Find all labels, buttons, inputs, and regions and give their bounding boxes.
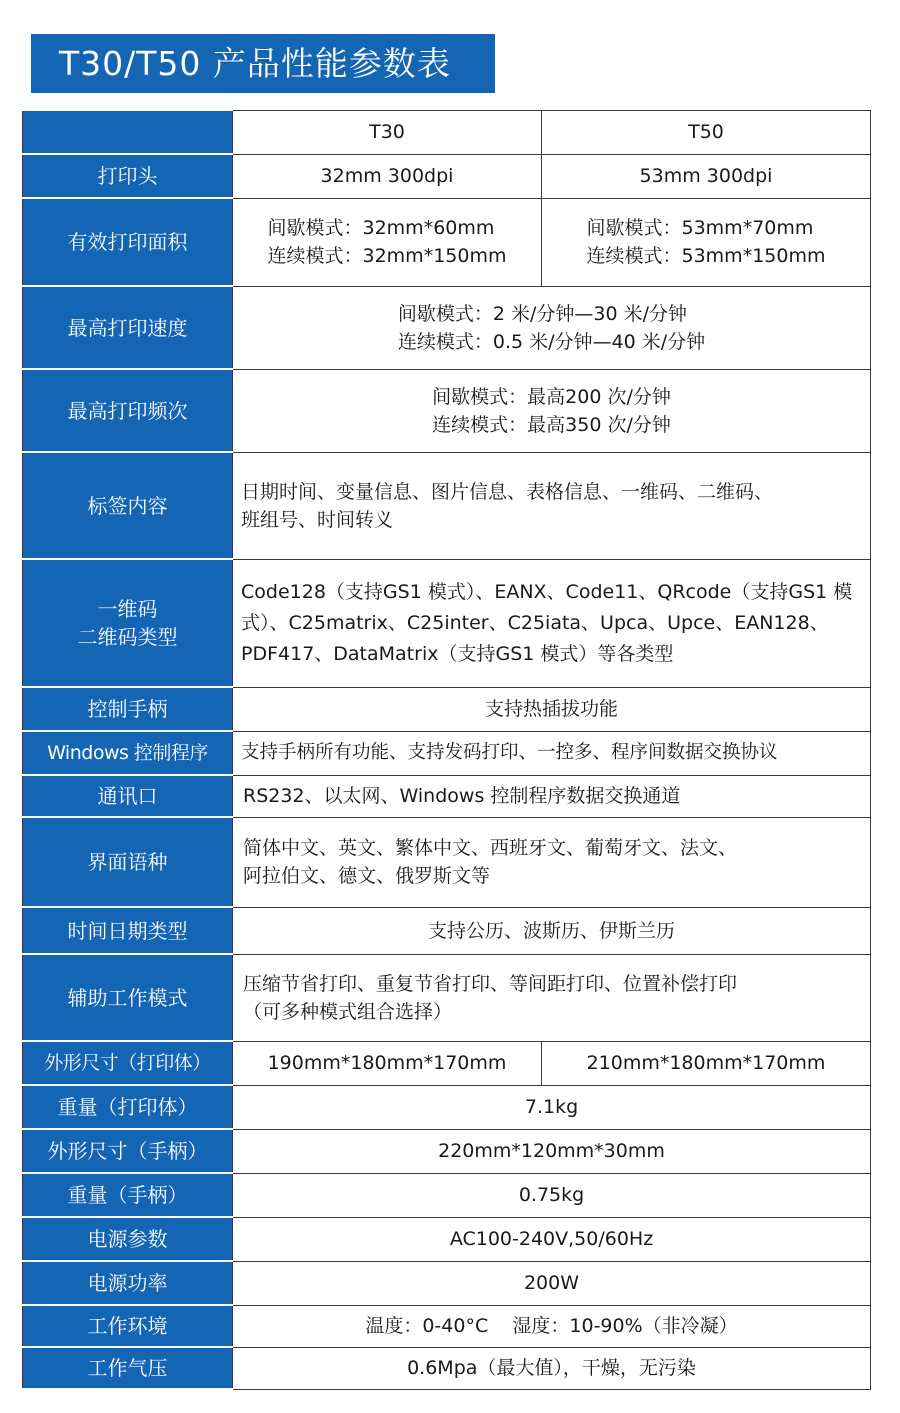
ui-languages-value	[233, 817, 871, 907]
row-label-date-types: 时间日期类型	[23, 907, 233, 954]
label-content-line-1: 日期时间、变量信息、图片信息、表格信息、一维码、二维码、	[241, 480, 774, 503]
print-head-t50: 53mm 300dpi	[542, 154, 871, 198]
row-label-body-dimensions: 外形尺寸（打印体）	[23, 1041, 233, 1085]
row-label-control-handle: 控制手柄	[23, 687, 233, 731]
barcode-types-label-line-1: 一维码	[97, 597, 158, 621]
table-header-row	[23, 110, 871, 154]
max-speed-line-1: 间歇模式：2 米/分钟—30 米/分钟	[397, 302, 688, 325]
aux-modes-line-1: 压缩节省打印、重复节省打印、等间距打印、位置补偿打印	[243, 972, 738, 995]
table-row	[23, 1129, 871, 1173]
body-weight-value: 7.1kg	[233, 1085, 871, 1129]
table-row	[23, 1217, 871, 1261]
comm-port-value: RS232、以太网、Windows 控制程序数据交换通道	[233, 775, 871, 817]
column-header-t50: T50	[542, 110, 871, 154]
print-area-t50-line-1: 间歇模式：53mm*70mm	[586, 217, 814, 239]
page-title: T30/T50 产品性能参数表	[31, 34, 495, 93]
print-head-t30: 32mm 300dpi	[233, 154, 542, 198]
table-row	[23, 1347, 871, 1389]
max-speed-line-2: 连续模式：0.5 米/分钟—40 米/分钟	[397, 330, 706, 353]
table-row	[23, 817, 871, 907]
print-area-t50-line-2: 连续模式：53mm*150mm	[586, 245, 826, 267]
row-label-environment: 工作环境	[23, 1305, 233, 1347]
power-params-value: AC100-240V,50/60Hz	[233, 1217, 871, 1261]
pressure-value: 0.6Mpa（最大值），干燥，无污染	[233, 1347, 871, 1389]
control-handle-value: 支持热插拔功能	[233, 687, 871, 731]
max-frequency-value	[233, 369, 871, 452]
table-row	[23, 369, 871, 452]
row-label-print-head: 打印头	[23, 154, 233, 198]
table-row	[23, 687, 871, 731]
row-label-print-area: 有效打印面积	[23, 198, 233, 286]
ui-languages-line-2: 阿拉伯文、德文、俄罗斯文等	[243, 865, 491, 887]
power-rating-value: 200W	[233, 1261, 871, 1305]
table-row	[23, 452, 871, 559]
column-header-t30: T30	[233, 110, 542, 154]
handle-dimensions-value: 220mm*120mm*30mm	[233, 1129, 871, 1173]
ui-languages-line-1: 简体中文、英文、繁体中文、西班牙文、葡萄牙文、法文、	[243, 837, 738, 859]
row-label-barcode-types	[23, 559, 233, 687]
table-row	[23, 559, 871, 687]
table-row	[23, 286, 871, 369]
row-label-ui-languages: 界面语种	[23, 817, 233, 907]
table-row	[23, 1085, 871, 1129]
print-area-t30-line-1: 间歇模式：32mm*60mm	[267, 217, 495, 239]
table-row	[23, 1261, 871, 1305]
table-row	[23, 907, 871, 954]
row-label-body-weight: 重量（打印体）	[23, 1085, 233, 1129]
print-area-t30	[233, 198, 542, 286]
table-row	[23, 775, 871, 817]
body-dimensions-t30: 190mm*180mm*170mm	[233, 1041, 542, 1085]
body-dimensions-t50: 210mm*180mm*170mm	[542, 1041, 871, 1085]
table-row	[23, 1173, 871, 1217]
row-label-handle-dimensions: 外形尺寸（手柄）	[23, 1129, 233, 1173]
header-corner-cell	[23, 110, 233, 154]
table-row	[23, 954, 871, 1041]
print-area-t30-line-2: 连续模式：32mm*150mm	[267, 245, 507, 267]
max-speed-value	[233, 286, 871, 369]
row-label-power-params: 电源参数	[23, 1217, 233, 1261]
row-label-max-frequency: 最高打印频次	[23, 369, 233, 452]
row-label-comm-port: 通讯口	[23, 775, 233, 817]
row-label-windows-program: Windows 控制程序	[23, 731, 233, 775]
row-label-max-speed: 最高打印速度	[23, 286, 233, 369]
row-label-power-rating: 电源功率	[23, 1261, 233, 1305]
row-label-aux-modes: 辅助工作模式	[23, 954, 233, 1041]
label-content-value	[233, 452, 871, 559]
barcode-types-value	[233, 559, 871, 687]
windows-program-value: 支持手柄所有功能、支持发码打印、一控多、程序间数据交换协议	[233, 731, 871, 775]
aux-modes-value	[233, 954, 871, 1041]
table-row	[23, 1305, 871, 1347]
spec-table	[22, 109, 871, 1390]
barcode-types-label-line-2: 二维码类型	[77, 625, 178, 649]
aux-modes-line-2: （可多种模式组合选择）	[243, 1000, 453, 1023]
max-frequency-line-2: 连续模式：最高350 次/分钟	[432, 413, 671, 436]
print-area-t50	[542, 198, 871, 286]
row-label-label-content: 标签内容	[23, 452, 233, 559]
row-label-handle-weight: 重量（手柄）	[23, 1173, 233, 1217]
max-frequency-line-1: 间歇模式：最高200 次/分钟	[432, 385, 671, 408]
environment-value: 温度：0-40°C 湿度：10-90%（非冷凝）	[233, 1305, 871, 1347]
barcode-types-text: Code128（支持GS1 模式）、EANX、Code11、QRcode（支持GS1 模式）、C25matrix、C25inter、C25iata、Upca、Upce、EAN128、PDF417、DataMatrix（支持GS1 模式）等各类型	[241, 580, 853, 665]
date-types-value: 支持公历、波斯历、伊斯兰历	[233, 907, 871, 954]
table-row	[23, 1041, 871, 1085]
table-row	[23, 731, 871, 775]
table-row	[23, 154, 871, 198]
label-content-line-2: 班组号、时间转义	[241, 508, 394, 531]
handle-weight-value: 0.75kg	[233, 1173, 871, 1217]
table-row	[23, 198, 871, 286]
row-label-pressure: 工作气压	[23, 1347, 233, 1389]
